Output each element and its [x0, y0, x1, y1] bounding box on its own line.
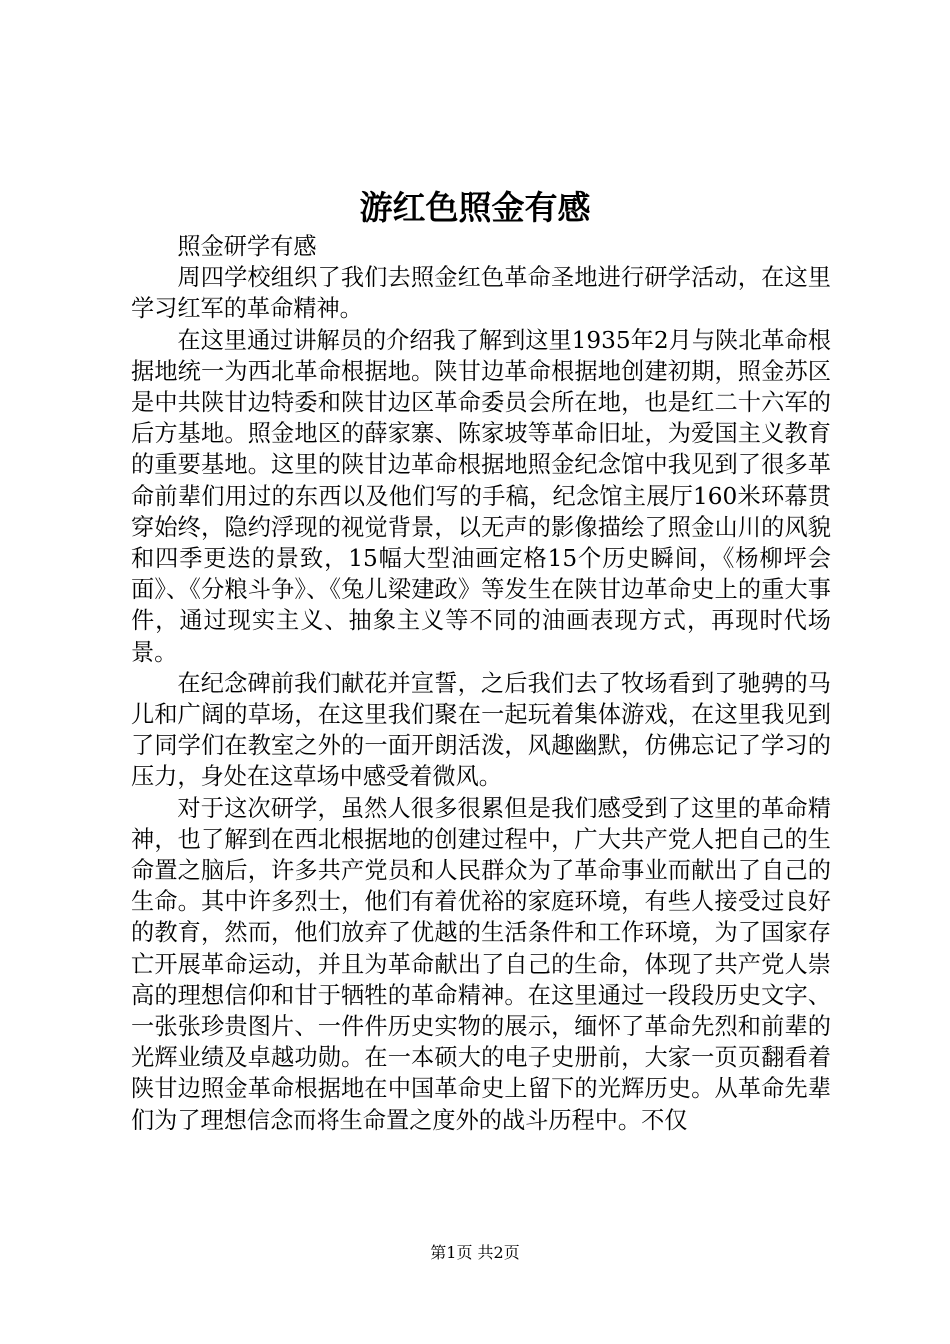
paragraph: 在纪念碑前我们献花并宣誓，之后我们去了牧场看到了驰骋的马儿和广阔的草场，在这里我们聚在一起玩着集体游戏，在这里我见到了同学们在教室之外的一面开朗活泼，风趣幽默，仿佛忘记了学习的压力，身处在这草场中感受着微风。	[131, 669, 831, 791]
page-title: 游红色照金有感	[359, 188, 591, 227]
page-footer: 第1页 共2页	[430, 1243, 520, 1262]
document-body	[131, 231, 831, 1136]
paragraph-subtitle: 照金研学有感	[177, 233, 317, 260]
paragraph: 在这里通过讲解员的介绍我了解到这里1935年2月与陕北革命根据地统一为西北革命根据地。陕甘边革命根据地创建初期，照金苏区是中共陕甘边特委和陕甘边区革命委员会所在地，也是红二十六军的后方基地。照金地区的薛家寨、陈家坡等革命旧址，为爱国主义教育的重要基地。这里的陕甘边革命根据地照金纪念馆中我见到了很多革命前辈们用过的东西以及他们写的手稿，纪念馆主展厅160米环幕贯穿始终，隐约浮现的视觉背景，以无声的影像描绘了照金山川的风貌和四季更迭的景致，15幅大型油画定格15个历史瞬间，《杨柳坪会面》、《分粮斗争》、《兔儿梁建政》等发生在陕甘边革命史上的重大事件，通过现实主义、抽象主义等不同的油画表现方式，再现时代场景。	[131, 326, 831, 666]
paragraph: 对于这次研学，虽然人很多很累但是我们感受到了这里的革命精神，也了解到在西北根据地的创建过程中，广大共产党人把自己的生命置之脑后，许多共产党员和人民群众为了革命事业而献出了自己的生命。其中许多烈士，他们有着优裕的家庭环境，有些人接受过良好的教育，然而，他们放弃了优越的生活条件和工作环境，为了国家存亡开展革命运动，并且为革命献出了自己的生命，体现了共产党人崇高的理想信仰和甘于牺牲的革命精神。在这里通过一段段历史文字、一张张珍贵图片、一件件历史实物的展示，缅怀了革命先烈和前辈的光辉业绩及卓越功勋。在一本硕大的电子史册前，大家一页页翻看着陕甘边照金革命根据地在中国革命史上留下的光辉历史。从革命先辈们为了理想信念而将生命置之度外的战斗历程中。不仅	[131, 794, 831, 1134]
paragraph: 周四学校组织了我们去照金红色革命圣地进行研学活动，在这里学习红军的革命精神。	[131, 264, 831, 323]
